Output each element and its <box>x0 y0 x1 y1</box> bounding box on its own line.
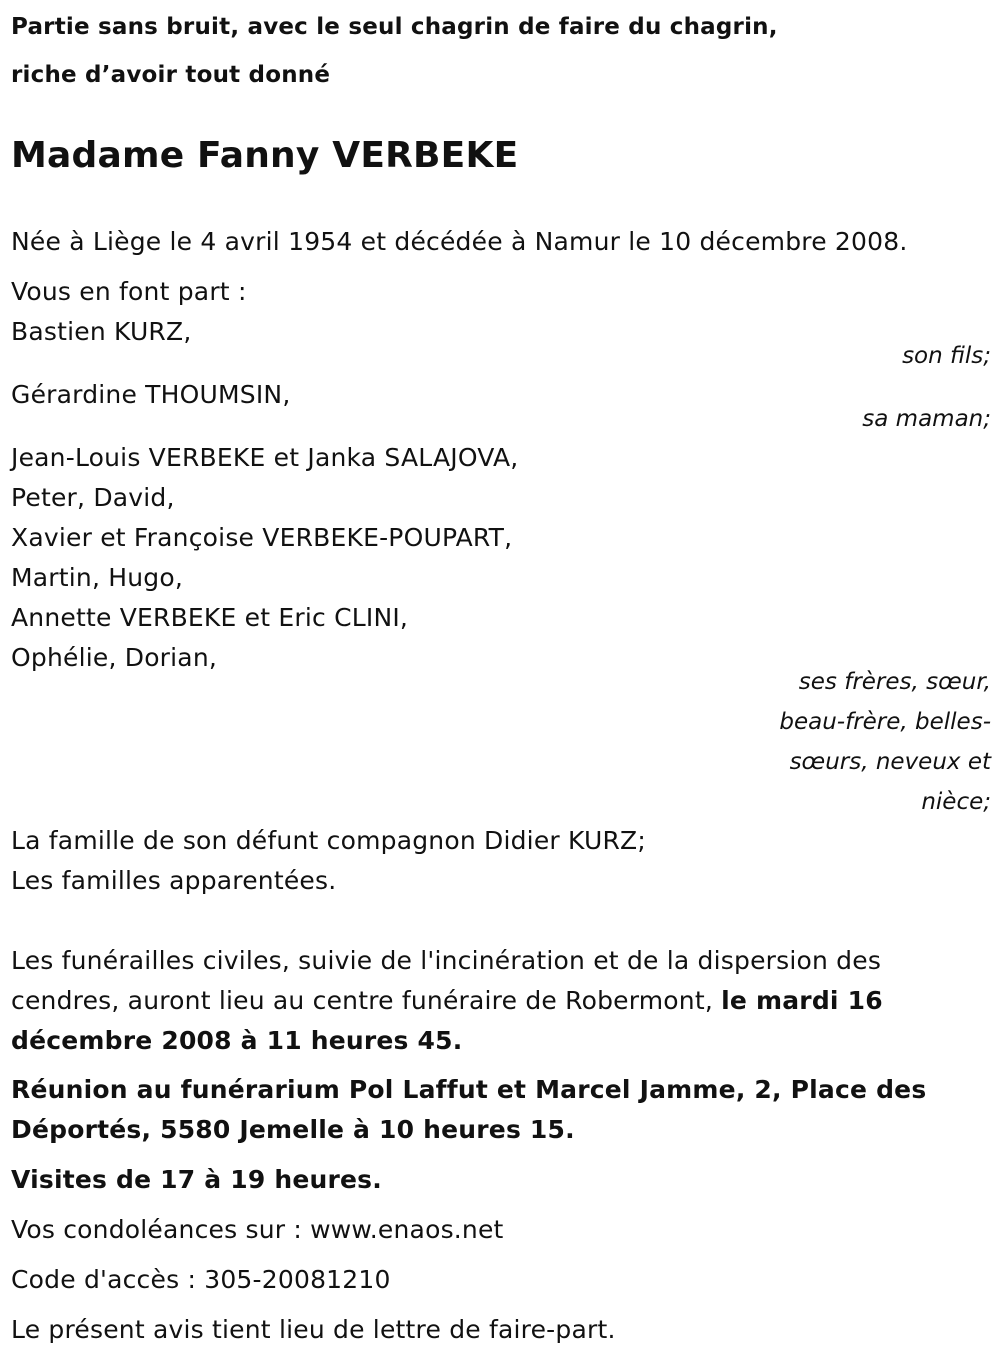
funeral-date-text: le mardi 16 <box>721 986 883 1015</box>
deceased-name: Madame Fanny VERBEKE <box>11 135 519 176</box>
funeral-location-text: cendres, auront lieu au centre funéraire de Robermont, <box>11 986 722 1015</box>
relation-siblings-line: nièce; <box>921 789 991 815</box>
relation-mother: sa maman; <box>862 406 991 432</box>
sibling-line: Martin, Hugo, <box>11 563 184 592</box>
epigraph-line-1: Partie sans bruit, avec le seul chagrin de faire du chagrin, <box>11 14 778 40</box>
condolences-text: Vos condoléances sur : www.enaos.net <box>11 1215 504 1244</box>
meeting-line-2: Déportés, 5580 Jemelle à 10 heures 15. <box>11 1115 575 1144</box>
relation-son: son fils; <box>902 343 991 369</box>
funeral-line-3: décembre 2008 à 11 heures 45. <box>11 1026 463 1055</box>
sibling-line: Jean-Louis VERBEKE et Janka SALAJOVA, <box>11 443 519 472</box>
announce-text: Vous en font part : <box>11 277 247 306</box>
sibling-line: Xavier et Françoise VERBEKE-POUPART, <box>11 523 513 552</box>
partner-family-text: La famille de son défunt compagnon Didier KURZ; <box>11 826 646 855</box>
mourner-mother: Gérardine THOUMSIN, <box>11 380 291 409</box>
mourner-son: Bastien KURZ, <box>11 317 192 346</box>
relation-siblings-line: beau-frère, belles- <box>779 709 991 735</box>
notice-text: Le présent avis tient lieu de lettre de faire-part. <box>11 1315 616 1344</box>
sibling-line: Peter, David, <box>11 483 175 512</box>
birth-death-text: Née à Liège le 4 avril 1954 et décédée à Namur le 10 décembre 2008. <box>11 227 908 256</box>
funeral-line-2 <box>11 986 883 1016</box>
sibling-line: Annette VERBEKE et Eric CLINI, <box>11 603 409 632</box>
related-families-text: Les familles apparentées. <box>11 866 337 895</box>
meeting-line-1: Réunion au funérarium Pol Laffut et Marcel Jamme, 2, Place des <box>11 1075 927 1104</box>
relation-siblings-line: sœurs, neveux et <box>789 749 991 775</box>
relation-siblings-line: ses frères, sœur, <box>798 669 991 695</box>
epigraph-line-2: riche d’avoir tout donné <box>11 62 331 88</box>
funeral-line-1: Les funérailles civiles, suivie de l'incinération et de la dispersion des <box>11 946 882 975</box>
access-code-text: Code d'accès : 305-20081210 <box>11 1265 391 1294</box>
sibling-line: Ophélie, Dorian, <box>11 643 218 672</box>
visits-text: Visites de 17 à 19 heures. <box>11 1165 382 1194</box>
